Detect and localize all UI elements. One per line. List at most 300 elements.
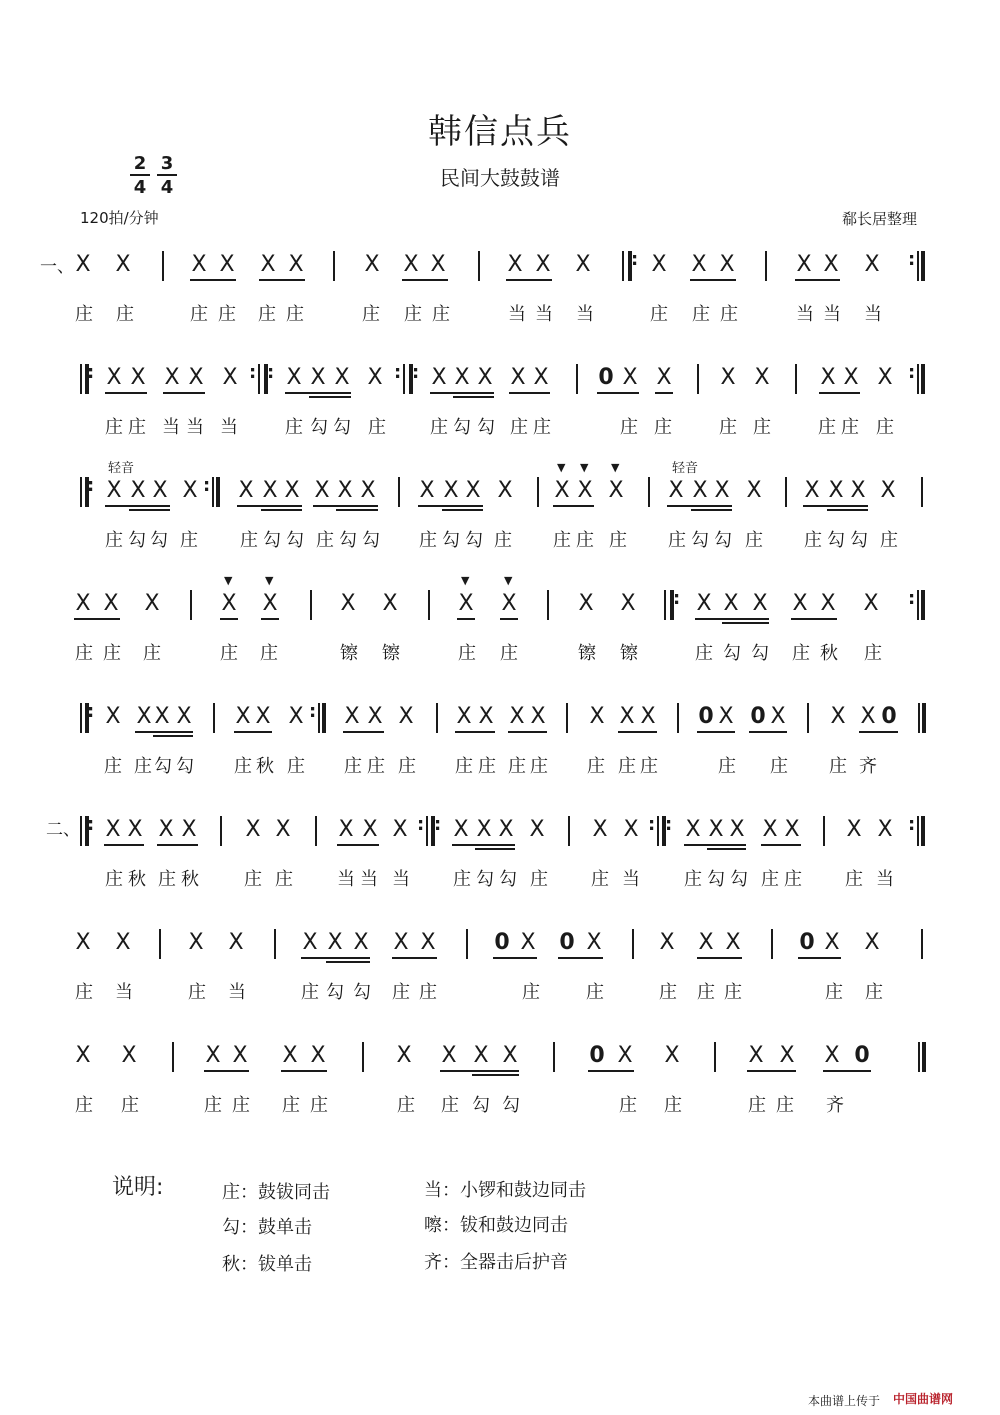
underline-beam [337, 844, 379, 846]
underline-beam [453, 396, 494, 398]
beat-note: X [877, 817, 893, 842]
lyric-char: 庄 [586, 982, 604, 1003]
beat-note: X [431, 365, 447, 390]
beat-note: X [288, 252, 304, 277]
beat-note: X [864, 252, 880, 277]
bar-line [917, 364, 919, 394]
beat-note: X [476, 817, 492, 842]
beat-note: X [275, 817, 291, 842]
lyric-char: 勾 [286, 530, 304, 551]
bar-line [795, 364, 797, 394]
underline-beam [618, 731, 657, 733]
lyric-char: 庄 [398, 756, 416, 777]
lyric-char: 勾 [150, 530, 168, 551]
underline-beam [259, 279, 305, 281]
beat-note: X [176, 704, 192, 729]
repeat-dots: : [908, 814, 916, 835]
lyric-char: 庄 [719, 417, 737, 438]
bar-line [80, 477, 82, 507]
underline-beam [442, 509, 483, 511]
beat-note: X [340, 591, 356, 616]
beat-note: X [327, 930, 343, 955]
beat-note: X [784, 817, 800, 842]
beat-note: X [659, 930, 675, 955]
underline-beam [791, 618, 837, 620]
lyric-char: 当 [823, 304, 841, 325]
beat-note: X [144, 591, 160, 616]
beat-note: X [608, 478, 624, 503]
lyric-char: 勾 [263, 530, 281, 551]
underline-beam [493, 957, 537, 959]
rest-zero: 0 [494, 930, 510, 955]
bar-line [315, 816, 317, 846]
lyric-char: 庄 [190, 304, 208, 325]
underline-beam [455, 731, 495, 733]
lyric-char: 庄 [105, 417, 123, 438]
underline-beam [859, 731, 898, 733]
beat-note: X [554, 478, 570, 503]
beat-note: X [235, 704, 251, 729]
bar-line [403, 364, 405, 394]
lyric-char: 勾 [723, 643, 741, 664]
lyric-char: 当 [392, 869, 410, 890]
beat-note: X [804, 478, 820, 503]
underline-beam [655, 392, 673, 394]
lyric-char: 庄 [204, 1095, 222, 1116]
bar-line [258, 364, 260, 394]
bar-line [398, 477, 400, 507]
bar-line-heavy [922, 1042, 926, 1072]
underline-beam [105, 392, 147, 394]
lyric-char: 勾 [707, 869, 725, 890]
lyric-char: 镲 [340, 643, 358, 664]
beat-note: X [262, 591, 278, 616]
lyric-char: 庄 [121, 1095, 139, 1116]
bar-line [677, 703, 679, 733]
beat-note: X [115, 252, 131, 277]
lyric-char: 庄 [720, 304, 738, 325]
lyric-char: 齐 [826, 1095, 844, 1116]
lyric-char: 庄 [784, 869, 802, 890]
underline-beam [440, 1070, 519, 1072]
beat-note: X [880, 478, 896, 503]
underline-beam [597, 392, 639, 394]
beat-note: X [127, 817, 143, 842]
beat-note: X [796, 252, 812, 277]
underline-beam [553, 505, 594, 507]
repeat-dots: : [631, 249, 639, 270]
lyric-char: 庄 [748, 1095, 766, 1116]
lyric-char: 勾 [442, 530, 460, 551]
lyric-char: 庄 [105, 869, 123, 890]
bar-line [436, 703, 438, 733]
lyric-char: 镲 [578, 643, 596, 664]
underline-beam [343, 731, 384, 733]
beat-note: X [191, 252, 207, 277]
bar-line [823, 816, 825, 846]
lyric-char: 庄 [697, 982, 715, 1003]
lyric-char: 庄 [664, 1095, 682, 1116]
bar-line [362, 1042, 364, 1072]
accent-mark: ▼ [611, 461, 620, 474]
beat-note: X [152, 478, 168, 503]
beat-note: X [477, 365, 493, 390]
lyric-char: 庄 [180, 530, 198, 551]
beat-note: X [105, 704, 121, 729]
lyric-char: 庄 [587, 756, 605, 777]
beat-note: X [222, 365, 238, 390]
beat-note: X [578, 591, 594, 616]
lyric-char: 庄 [761, 869, 779, 890]
lyric-char: 勾 [453, 417, 471, 438]
underline-beam [204, 1070, 249, 1072]
beat-note: X [465, 478, 481, 503]
underline-beam [153, 735, 193, 737]
lyric-char: 庄 [650, 304, 668, 325]
beat-note: X [651, 252, 667, 277]
lyric-char: 庄 [105, 530, 123, 551]
lyric-char: 当 [864, 304, 882, 325]
beat-note: X [501, 591, 517, 616]
bar-line [568, 816, 570, 846]
lyric-char: 庄 [668, 530, 686, 551]
bar-line [917, 251, 919, 281]
footer-text: 本曲谱上传于 [808, 1394, 881, 1408]
legend-item: 嚓：钹和鼓边同击 [424, 1215, 568, 1236]
section-label: 一、 [40, 257, 74, 277]
beat-note: X [232, 1043, 248, 1068]
beat-note: X [288, 704, 304, 729]
beat-note: X [286, 365, 302, 390]
time-signature-top: 2 [133, 153, 147, 174]
beat-note: X [708, 817, 724, 842]
lyric-char: 当 [535, 304, 553, 325]
beat-note: X [720, 365, 736, 390]
bar-line [172, 1042, 174, 1072]
repeat-dots: : [87, 814, 95, 835]
underline-beam [234, 731, 272, 733]
lyric-char: 当 [508, 304, 526, 325]
lyric-char: 庄 [864, 643, 882, 664]
beat-note: X [748, 1043, 764, 1068]
beat-note: X [535, 252, 551, 277]
beat-note: X [860, 704, 876, 729]
lyric-char: 庄 [275, 869, 293, 890]
lyric-char: 庄 [218, 304, 236, 325]
beat-note: X [334, 365, 350, 390]
lyric-char: 庄 [654, 417, 672, 438]
repeat-dots: : [908, 588, 916, 609]
underline-beam [281, 1070, 327, 1072]
bar-line [765, 251, 767, 281]
bar-line-heavy [921, 364, 925, 394]
beat-note: X [664, 1043, 680, 1068]
rest-zero: 0 [598, 365, 614, 390]
lyric-char: 当 [576, 304, 594, 325]
lyric-char: 勾 [476, 869, 494, 890]
beat-note: X [228, 930, 244, 955]
beat-note: X [205, 1043, 221, 1068]
lyric-char: 庄 [818, 417, 836, 438]
lyric-char: 齐 [859, 756, 877, 777]
beat-note: X [310, 365, 326, 390]
lyric-char: 庄 [692, 304, 710, 325]
bar-line-heavy [921, 251, 925, 281]
lyric-char: 庄 [825, 982, 843, 1003]
beat-note: X [762, 817, 778, 842]
beat-note: X [725, 930, 741, 955]
beat-note: X [497, 478, 513, 503]
lyric-char: 庄 [620, 417, 638, 438]
beat-note: X [592, 817, 608, 842]
underline-beam [313, 505, 378, 507]
beat-note: X [136, 704, 152, 729]
underline-beam [697, 731, 735, 733]
beat-note: X [182, 478, 198, 503]
lyric-char: 勾 [326, 982, 344, 1003]
lyric-char: 庄 [75, 1095, 93, 1116]
time-signature-bottom: 4 [160, 177, 174, 198]
bar-line [566, 703, 568, 733]
lyric-char: 当 [228, 982, 246, 1003]
beat-note: X [188, 365, 204, 390]
bar-line [714, 1042, 716, 1072]
lyric-char: 庄 [419, 982, 437, 1003]
beat-note: X [823, 252, 839, 277]
beat-note: X [746, 478, 762, 503]
underline-beam [157, 844, 198, 846]
lyric-char: 庄 [880, 530, 898, 551]
lyric-char: 庄 [282, 1095, 300, 1116]
bar-line [917, 816, 919, 846]
lyric-char: 庄 [75, 304, 93, 325]
beat-note: X [302, 930, 318, 955]
beat-note: X [238, 478, 254, 503]
beat-note: X [589, 704, 605, 729]
lyric-char: 庄 [508, 756, 526, 777]
beat-note: X [260, 252, 276, 277]
bar-line-heavy [216, 477, 220, 507]
lyric-char: 庄 [368, 417, 386, 438]
beat-note: X [478, 704, 494, 729]
beat-note: X [577, 478, 593, 503]
lyric-char: 庄 [530, 756, 548, 777]
beat-note: X [130, 365, 146, 390]
beat-note: X [403, 252, 419, 277]
beat-note: X [392, 817, 408, 842]
beat-note: X [443, 478, 459, 503]
score-subtitle: 民间大鼓鼓谱 [440, 166, 560, 190]
lyric-char: 庄 [258, 304, 276, 325]
beat-note: X [219, 252, 235, 277]
underline-beam [684, 844, 746, 846]
lyric-char: 庄 [845, 869, 863, 890]
lyric-char: 庄 [792, 643, 810, 664]
lyric-char: 勾 [154, 756, 172, 777]
repeat-dots: : [417, 814, 425, 835]
underline-beam [667, 505, 732, 507]
bar-line [657, 816, 659, 846]
repeat-dots: : [249, 362, 257, 383]
underline-beam [430, 392, 494, 394]
accent-mark: ▼ [504, 574, 513, 587]
underline-beam [588, 1070, 634, 1072]
repeat-dots: : [908, 249, 916, 270]
lyric-char: 庄 [724, 982, 742, 1003]
beat-note: X [121, 1043, 137, 1068]
beat-note: X [864, 930, 880, 955]
underline-beam [402, 279, 448, 281]
lyric-char: 勾 [128, 530, 146, 551]
lyric-char: 庄 [232, 1095, 250, 1116]
lyric-char: 秋 [256, 756, 274, 777]
bar-line [80, 703, 82, 733]
bar-line [466, 929, 468, 959]
beat-note: X [530, 704, 546, 729]
lyric-char: 庄 [75, 643, 93, 664]
beat-note: X [103, 591, 119, 616]
beat-note: X [75, 1043, 91, 1068]
lyric-char: 庄 [829, 756, 847, 777]
lyric-char: 庄 [260, 643, 278, 664]
underline-beam [803, 505, 868, 507]
underline-beam [749, 731, 787, 733]
bar-line [478, 251, 480, 281]
lyric-char: 勾 [339, 530, 357, 551]
underline-beam [418, 505, 483, 507]
beat-note: X [824, 1043, 840, 1068]
beat-note: X [507, 252, 523, 277]
lyric-char: 当 [186, 417, 204, 438]
repeat-dots: : [908, 362, 916, 383]
lyric-char: 庄 [220, 643, 238, 664]
lyric-char: 庄 [776, 1095, 794, 1116]
repeat-dots: : [665, 814, 673, 835]
bar-line [921, 929, 923, 959]
rest-zero: 0 [589, 1043, 605, 1068]
lyric-char: 庄 [695, 643, 713, 664]
beat-note: X [828, 478, 844, 503]
lyric-char: 庄 [244, 869, 262, 890]
bar-line [220, 816, 222, 846]
beat-note: X [820, 365, 836, 390]
rest-zero: 0 [559, 930, 575, 955]
beat-note: X [130, 478, 146, 503]
beat-note: X [520, 930, 536, 955]
lyric-char: 庄 [684, 869, 702, 890]
legend-item: 勾：鼓单击 [222, 1217, 312, 1238]
underline-beam [500, 618, 518, 620]
beat-note: X [393, 930, 409, 955]
lyric-char: 庄 [404, 304, 422, 325]
beat-note: X [255, 704, 271, 729]
beat-note: X [714, 478, 730, 503]
underline-beam [707, 848, 746, 850]
lyric-char: 庄 [240, 530, 258, 551]
repeat-dots: : [434, 814, 442, 835]
beat-note: X [617, 1043, 633, 1068]
beat-note: X [75, 591, 91, 616]
underline-beam [326, 961, 370, 963]
lyric-char: 庄 [316, 530, 334, 551]
bar-line [213, 703, 215, 733]
beat-note: X [396, 1043, 412, 1068]
footer-site-logo: 中国曲谱网 [893, 1392, 954, 1406]
underline-beam [237, 505, 302, 507]
bar-line-heavy [921, 590, 925, 620]
bar-line [428, 590, 430, 620]
beat-note: X [367, 365, 383, 390]
beat-note: X [830, 704, 846, 729]
beat-note: X [498, 817, 514, 842]
beat-note: X [792, 591, 808, 616]
underline-beam [691, 509, 732, 511]
lyric-char: 勾 [691, 530, 709, 551]
lyric-char: 庄 [745, 530, 763, 551]
repeat-dots: : [673, 588, 681, 609]
beat-note: X [770, 704, 786, 729]
lyric-char: 庄 [876, 417, 894, 438]
lyric-char: 庄 [286, 304, 304, 325]
beat-note: X [284, 478, 300, 503]
lyric-char: 当 [162, 417, 180, 438]
lyric-char: 镲 [382, 643, 400, 664]
lyric-char: 庄 [453, 869, 471, 890]
lyric-char: 秋 [181, 869, 199, 890]
lyric-char: 庄 [865, 982, 883, 1003]
time-signature-bottom: 4 [133, 177, 147, 198]
beat-note: X [105, 817, 121, 842]
lyric-char: 庄 [430, 417, 448, 438]
repeat-dots: : [87, 362, 95, 383]
beat-note: X [656, 365, 672, 390]
lyric-char: 庄 [75, 982, 93, 1003]
bar-line [537, 477, 539, 507]
lyric-char: 勾 [353, 982, 371, 1003]
lyric-char: 庄 [770, 756, 788, 777]
lyric-char: 庄 [367, 756, 385, 777]
underline-beam [697, 957, 742, 959]
lyric-char: 庄 [287, 756, 305, 777]
beat-note: X [221, 591, 237, 616]
lyric-char: 庄 [103, 643, 121, 664]
legend-title: 说明: [112, 1175, 164, 1200]
repeat-dots: : [87, 701, 95, 722]
bar-line [648, 477, 650, 507]
bar-line [547, 590, 549, 620]
beat-note: X [398, 704, 414, 729]
underline-beam [795, 279, 840, 281]
beat-note: X [75, 252, 91, 277]
beat-note: X [364, 252, 380, 277]
lyric-char: 庄 [441, 1095, 459, 1116]
lyric-char: 勾 [310, 417, 328, 438]
beat-note: X [668, 478, 684, 503]
beat-note: X [692, 478, 708, 503]
bar-line [310, 590, 312, 620]
lyric-char: 庄 [618, 756, 636, 777]
bar-line [576, 364, 578, 394]
beat-note: X [473, 1043, 489, 1068]
lyric-char: 秋 [820, 643, 838, 664]
lyric-char: 秋 [128, 869, 146, 890]
lyric-char: 庄 [619, 1095, 637, 1116]
bar-line [274, 929, 276, 959]
beat-note: X [575, 252, 591, 277]
underline-beam [452, 844, 515, 846]
accent-mark: ▼ [461, 574, 470, 587]
beat-note: X [362, 817, 378, 842]
